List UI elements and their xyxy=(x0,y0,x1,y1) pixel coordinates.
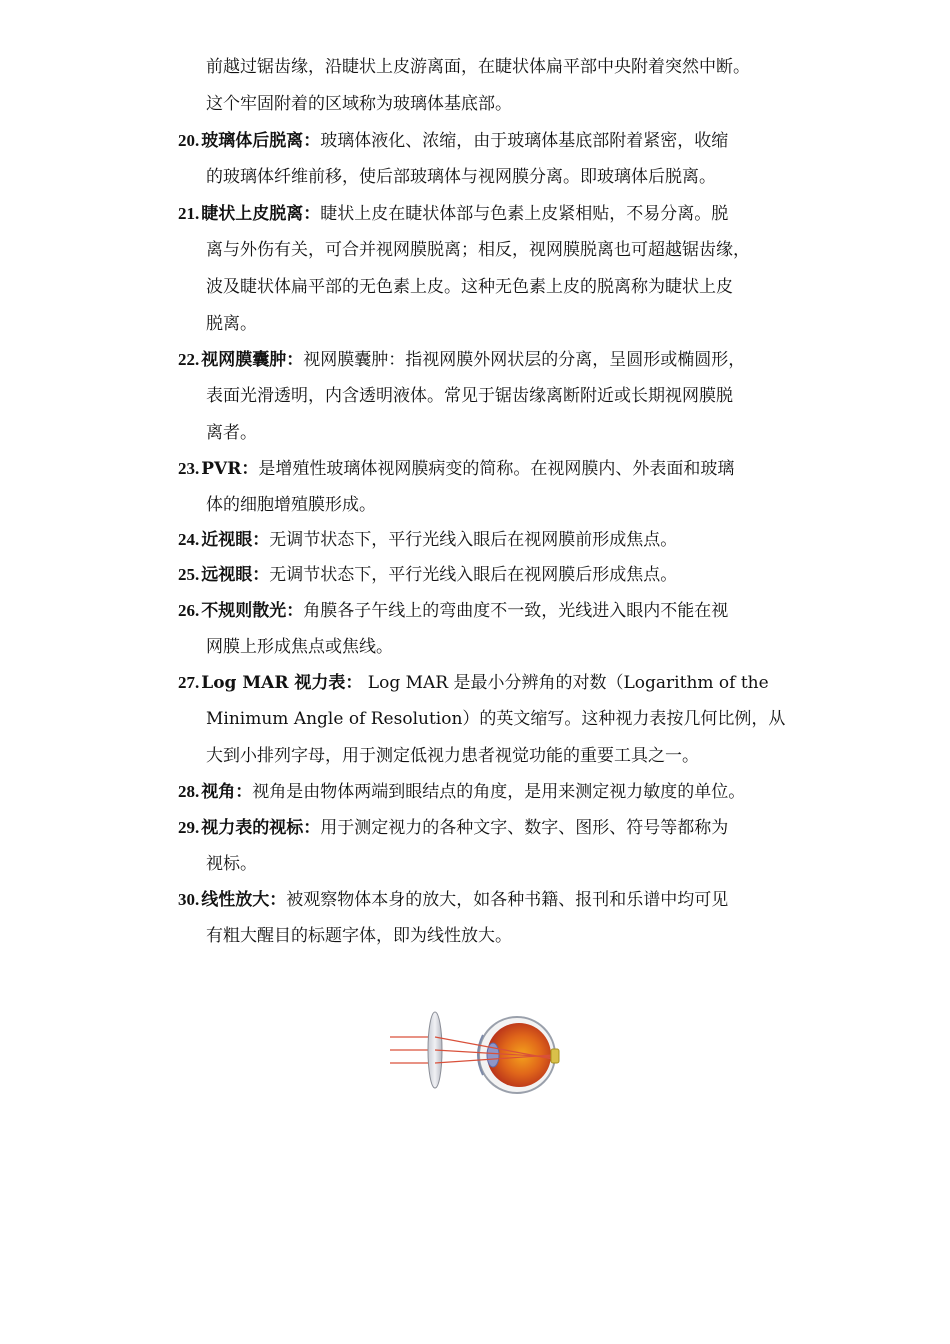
entry-line: 的玻璃体纤维前移，使后部玻璃体与视网膜分离。即玻璃体后脱离。 xyxy=(206,167,716,187)
entry-line: 波及睫状体扁平部的无色素上皮。这种无色素上皮的脱离称为睫状上皮 xyxy=(206,277,733,297)
entry-text: 是增殖性玻璃体视网膜病变的简称。在视网膜内、外表面和玻璃 xyxy=(258,459,735,479)
entry-line: 有粗大醒目的标题字体，即为线性放大。 xyxy=(206,926,512,946)
entry-text: 被观察物体本身的放大，如各种书籍、报刊和乐谱中均可见 xyxy=(286,890,729,910)
entry-number: 20. xyxy=(178,131,200,150)
entry-number: 27. xyxy=(178,673,200,692)
entry-23 xyxy=(178,450,818,524)
eye-with-lens-diagram-icon xyxy=(385,1005,565,1105)
entry-number: 26. xyxy=(178,601,200,620)
entry-line: 这个牢固附着的区域称为玻璃体基底部。 xyxy=(206,94,512,114)
entry-line: 视标。 xyxy=(206,854,257,874)
entry-text: Log MAR 是最小分辨角的对数（Logarithm of the xyxy=(362,673,769,693)
entry-term: 玻璃体后脱离： xyxy=(201,131,321,151)
entry-27 xyxy=(178,664,818,775)
entry-line: 前越过锯齿缘，沿睫状上皮游离面，在睫状体扁平部中央附着突然中断。 xyxy=(206,57,750,77)
entry-term: 线性放大： xyxy=(201,890,287,910)
entry-line: 离与外伤有关，可合并视网膜脱离；相反，视网膜脱离也可超越锯齿缘， xyxy=(206,240,750,260)
entry-number: 29. xyxy=(178,818,200,837)
entry-text: 无调节状态下，平行光线入眼后在视网膜前形成焦点。 xyxy=(269,530,678,550)
entry-22 xyxy=(178,341,818,452)
entry-term: 视力表的视标： xyxy=(201,818,321,838)
entry-30 xyxy=(178,881,818,955)
entry-term: 不规则散光： xyxy=(201,601,304,621)
entry-28 xyxy=(178,773,818,810)
entry-text: 无调节状态下，平行光线入眼后在视网膜后形成焦点。 xyxy=(269,565,678,585)
entry-29 xyxy=(178,809,818,883)
entry-number: 28. xyxy=(178,782,200,801)
entry-line: 表面光滑透明，内含透明液体。常见于锯齿缘离断附近或长期视网膜脱 xyxy=(206,386,733,406)
entry-26 xyxy=(178,592,818,666)
entry-text: 视网膜囊肿：指视网膜外网状层的分离，呈圆形或椭圆形， xyxy=(303,350,746,370)
entry-line: 网膜上形成焦点或焦线。 xyxy=(206,637,393,657)
entry-line: Minimum Angle of Resolution）的英文缩写。这种视力表按几何比例，从 xyxy=(206,709,786,729)
entry-text: 视角是由物体两端到眼结点的角度，是用来测定视力敏度的单位。 xyxy=(252,782,746,802)
eye-lens-illustration xyxy=(385,1005,565,1105)
entry-number: 24. xyxy=(178,530,200,549)
entry-25 xyxy=(178,556,818,593)
entry-number: 25. xyxy=(178,565,200,584)
entry-term: 视角： xyxy=(201,782,253,802)
entry-term: 睫状上皮脱离： xyxy=(201,204,321,224)
entry-text: 玻璃体液化、浓缩，由于玻璃体基底部附着紧密，收缩 xyxy=(320,131,729,151)
entry-continuation xyxy=(178,49,818,123)
entry-line: 离者。 xyxy=(206,423,257,443)
entry-term: 远视眼： xyxy=(201,565,270,585)
entry-term: PVR： xyxy=(201,459,259,479)
entry-number: 21. xyxy=(178,204,200,223)
entry-number: 23. xyxy=(178,459,200,478)
entry-line: 脱离。 xyxy=(206,314,257,334)
entry-24 xyxy=(178,521,818,558)
entry-number: 30. xyxy=(178,890,200,909)
entry-line: 大到小排列字母，用于测定低视力患者视觉功能的重要工具之一。 xyxy=(206,746,699,766)
entry-term: Log MAR 视力表： xyxy=(201,673,363,693)
entry-21 xyxy=(178,195,818,343)
entry-line: 体的细胞增殖膜形成。 xyxy=(206,495,376,515)
entry-text: 用于测定视力的各种文字、数字、图形、符号等都称为 xyxy=(320,818,729,838)
entry-text: 睫状上皮在睫状体部与色素上皮紧相贴，不易分离。脱 xyxy=(320,204,729,224)
entry-term: 视网膜囊肿： xyxy=(201,350,304,370)
entry-number: 22. xyxy=(178,350,200,369)
entry-text: 角膜各子午线上的弯曲度不一致，光线进入眼内不能在视 xyxy=(303,601,729,621)
entry-term: 近视眼： xyxy=(201,530,270,550)
entry-20 xyxy=(178,122,818,196)
